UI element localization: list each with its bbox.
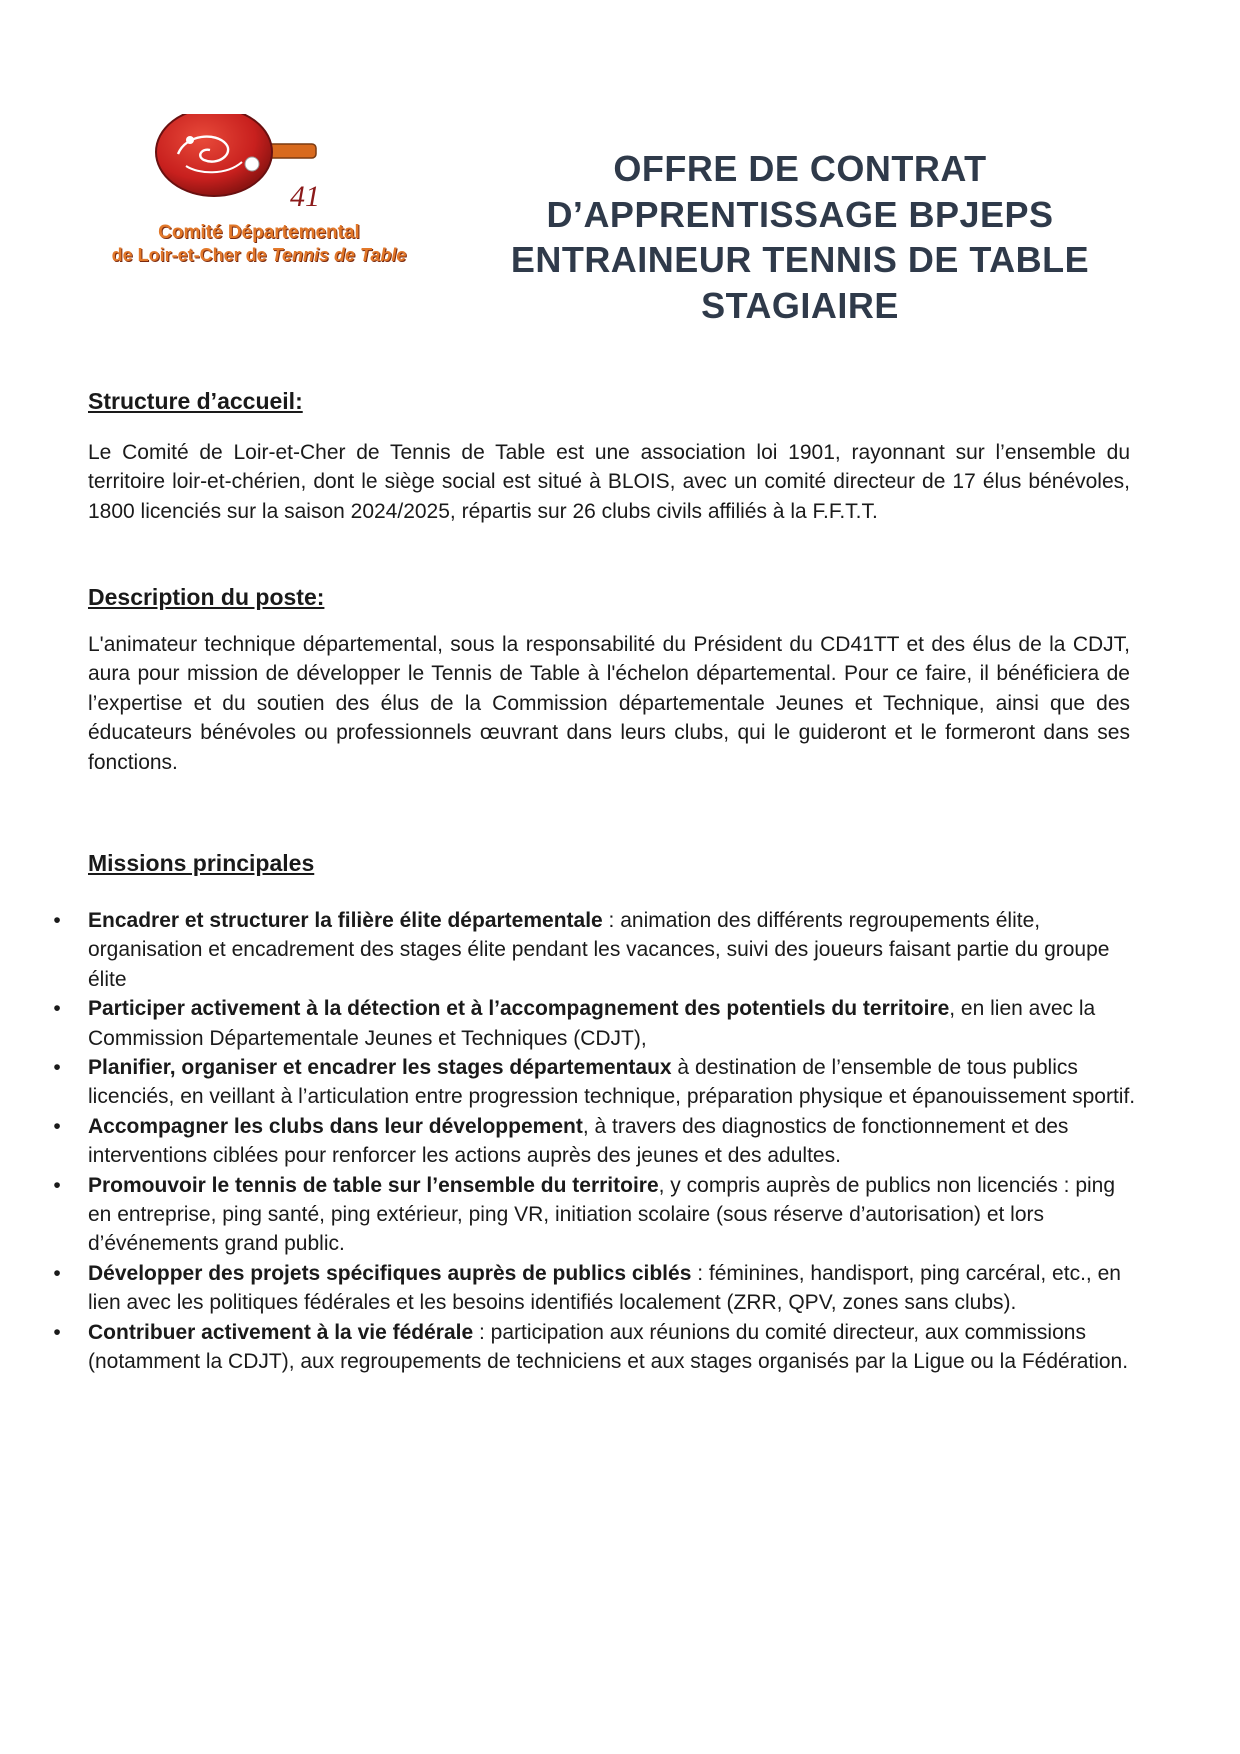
bullet: • xyxy=(53,997,61,1021)
missions-heading: Missions principales xyxy=(88,850,315,876)
logo-text-line1: Comité Départemental xyxy=(158,222,360,243)
mission-item xyxy=(50,1318,1140,1377)
mission-item-text: , en lien avec la Commission Départementale Jeunes et Techniques (CDJT), xyxy=(88,997,1096,1050)
mission-item xyxy=(50,994,1140,1053)
title-line: D’APPRENTISSAGE BPJEPS xyxy=(546,193,1054,235)
title-line: ENTRAINEUR TENNIS DE TABLE xyxy=(510,239,1090,280)
mission-item-bold: Développer des projets spécifiques auprès de publics ciblés xyxy=(88,1261,692,1285)
page-title xyxy=(480,146,1120,328)
bullet: • xyxy=(53,1173,61,1197)
description-text: L'animateur technique départemental, sous la responsabilité du Président du CD41TT et des élus de la CDJT, aura pour mission de développer le Tennis de Table à l'échelon départemental. Pour ce faire, il bénéficiera de l’expertise et du soutien des élus de la Commission départementale Jeunes et Technique, ainsi que des éducateurs bénévoles ou professionnels œuvrant dans leurs clubs, qui le guideront et le formeront dans ses fonctions. xyxy=(88,633,1130,774)
mission-item xyxy=(50,1112,1140,1171)
mission-item-bold: Contribuer activement à la vie fédérale xyxy=(88,1320,474,1344)
logo-text-line2-prefix: de Loir-et-Cher de xyxy=(111,245,272,265)
logo-text-line2-italic: Tennis de Table xyxy=(271,245,407,265)
mission-item-text: : participation aux réunions du comité directeur, aux commissions (notamment la CDJT), aux regroupements de techniciens et aux stages organisés par la Ligue ou la Fédération. xyxy=(88,1320,1129,1374)
bullet: • xyxy=(53,1114,61,1138)
mission-item xyxy=(50,1171,1140,1259)
bullet: • xyxy=(53,1261,61,1285)
mission-item xyxy=(50,906,1140,994)
bullet: • xyxy=(53,1056,61,1080)
mission-item-text: , à travers des diagnostics de fonctionnement et des interventions ciblées pour renforcer les actions auprès des jeunes et des adultes. xyxy=(88,1114,1069,1168)
mission-item-bold: Encadrer et structurer la filière élite départementale xyxy=(88,909,603,932)
mission-item-text: : féminines, handisport, ping carcéral, etc., en lien avec les politiques fédérales et les besoins identifiés localement (ZRR, QPV, zones sans clubs). xyxy=(88,1261,1121,1315)
paddle-logo-icon xyxy=(86,114,432,224)
mission-item-bold: Planifier, organiser et encadrer les stages départementaux xyxy=(88,1056,672,1080)
logo-number: 41 xyxy=(290,180,320,213)
mission-item-text: à destination de l’ensemble de tous publics licenciés, en veillant à l’articulation entre progression technique, préparation physique et épanouissement sportif. xyxy=(88,1056,1136,1109)
bullet: • xyxy=(53,909,61,932)
structure-heading: Structure d’accueil: xyxy=(88,388,303,414)
description-heading: Description du poste: xyxy=(88,584,325,610)
mission-item-text: : animation des différents regroupements élite, organisation et encadrement des stages élite pendant les vacances, suivi des joueurs faisant partie du groupe élite xyxy=(88,909,1110,991)
title-line: STAGIAIRE xyxy=(701,284,899,326)
title-line: OFFRE DE CONTRAT xyxy=(613,148,987,189)
mission-item-text: , y compris auprès de publics non licenciés : ping en entreprise, ping santé, ping extérieur, ping VR, initiation scolaire (sous réserve d’autorisation) et lors d’événements grand public. xyxy=(88,1173,1116,1256)
missions-list xyxy=(50,906,1140,1377)
logo xyxy=(86,114,432,274)
mission-item-bold: Promouvoir le tennis de table sur l’ensemble du territoire xyxy=(88,1173,659,1197)
structure-text: Le Comité de Loir-et-Cher de Tennis de Table est une association loi 1901, rayonnant sur l’ensemble du territoire loir-et-chérien, dont le siège social est situé à BLOIS, avec un comité directeur de 17 élus bénévoles, 1800 licenciés sur la saison 2024/2025, répartis sur 26 clubs civils affiliés à la F.F.T.T. xyxy=(88,441,1130,523)
mission-item-bold: Participer activement à la détection et à l’accompagnement des potentiels du territoire xyxy=(88,997,950,1021)
bullet: • xyxy=(53,1320,61,1344)
mission-item xyxy=(50,1259,1140,1318)
logo-text-line2 xyxy=(86,245,432,266)
mission-item xyxy=(50,1053,1140,1112)
mission-item-bold: Accompagner les clubs dans leur développement xyxy=(88,1114,583,1138)
